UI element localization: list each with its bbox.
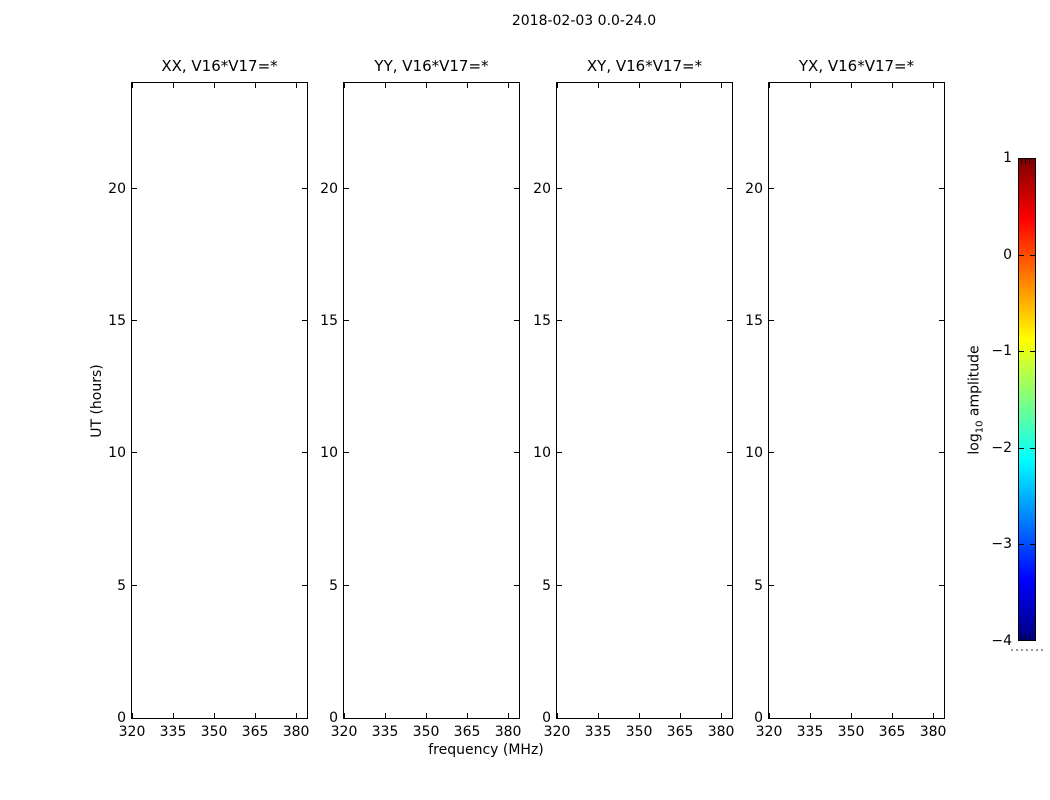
x-tick-mark (214, 713, 215, 718)
x-tick-mark (598, 83, 599, 88)
y-tick-mark (344, 320, 349, 321)
x-tick-label: 335 (159, 724, 187, 740)
x-tick-label: 335 (371, 724, 399, 740)
y-tick-label: 0 (117, 710, 126, 726)
y-tick-label: 10 (108, 445, 126, 462)
x-tick-mark (769, 83, 770, 88)
y-tick-label: 10 (533, 445, 551, 462)
x-tick-label: 380 (919, 724, 947, 740)
x-tick-mark (132, 713, 133, 718)
x-tick-mark (639, 713, 640, 718)
x-tick-label: 365 (666, 724, 694, 740)
y-tick-mark (557, 585, 562, 586)
x-tick-label: 365 (453, 724, 481, 740)
colorbar (991, 150, 1036, 649)
colorbar-top-hatch (1021, 159, 1033, 164)
y-tick-mark (344, 585, 349, 586)
colorbar-tick-label: −3 (991, 536, 1012, 553)
y-tick-mark (727, 452, 732, 453)
y-tick-label: 10 (745, 445, 763, 462)
y-tick-label: 20 (745, 180, 763, 197)
y-tick-mark (939, 452, 944, 453)
y-tick-mark (132, 188, 137, 189)
y-tick-mark (514, 320, 519, 321)
x-tick-mark (721, 83, 722, 88)
colorbar-tick-mark (1019, 544, 1024, 545)
colorbar-tick-label: −4 (991, 633, 1012, 649)
subplot-xy-plot-area (533, 82, 735, 740)
colorbar-bottom-hatch (1021, 635, 1033, 640)
subplot-yy-plot-area (320, 82, 522, 740)
x-tick-mark (851, 83, 852, 88)
y-tick-mark (939, 188, 944, 189)
x-tick-mark (810, 83, 811, 88)
y-tick-mark (302, 188, 307, 189)
x-tick-label: 350 (837, 724, 865, 740)
x-tick-mark (810, 713, 811, 718)
colorbar-tick-mark (1019, 351, 1024, 352)
subplot-xy (533, 57, 735, 740)
colorbar-tick-mark (1019, 255, 1024, 256)
x-tick-label: 320 (330, 724, 358, 740)
x-tick-mark (892, 713, 893, 718)
x-tick-label: 350 (412, 724, 440, 740)
x-tick-label: 365 (241, 724, 269, 740)
x-tick-label: 380 (282, 724, 310, 740)
y-tick-label: 15 (320, 313, 338, 330)
y-tick-mark (557, 188, 562, 189)
y-tick-mark (302, 452, 307, 453)
y-tick-mark (769, 452, 774, 453)
y-tick-label: 15 (108, 313, 126, 330)
x-tick-mark (467, 83, 468, 88)
figure-title: 2018-02-03 0.0-24.0 (511, 13, 657, 29)
x-tick-mark (173, 713, 174, 718)
x-tick-mark (721, 713, 722, 718)
colorbar-tick-label: −1 (991, 343, 1012, 360)
x-tick-mark (255, 713, 256, 718)
colorbar-tick-mark (1019, 448, 1024, 449)
x-tick-mark (508, 83, 509, 88)
x-axis-label: frequency (MHz) (428, 742, 544, 758)
colorbar-label-prefix: log (966, 433, 983, 455)
y-tick-mark (557, 320, 562, 321)
x-tick-mark (467, 713, 468, 718)
x-tick-mark (933, 713, 934, 718)
y-tick-label: 10 (320, 445, 338, 462)
x-tick-label: 350 (625, 724, 653, 740)
subplot-yx-plot-area (745, 82, 947, 740)
y-tick-label: 0 (329, 710, 338, 726)
y-tick-mark (769, 188, 774, 189)
y-tick-mark (132, 585, 137, 586)
colorbar-label-subscript: 10 (974, 420, 986, 434)
x-tick-mark (557, 83, 558, 88)
x-tick-label: 365 (878, 724, 906, 740)
y-tick-mark (514, 188, 519, 189)
y-tick-mark (344, 452, 349, 453)
subplot-yx-title: YX, V16*V17=* (798, 57, 915, 75)
y-tick-label: 0 (754, 710, 763, 726)
x-tick-mark (680, 83, 681, 88)
x-tick-mark (344, 83, 345, 88)
y-tick-mark (727, 585, 732, 586)
y-tick-mark (769, 320, 774, 321)
x-tick-label: 320 (118, 724, 146, 740)
y-tick-mark (514, 585, 519, 586)
x-tick-label: 320 (543, 724, 571, 740)
x-tick-label: 380 (707, 724, 735, 740)
colorbar-gradient (1018, 158, 1036, 641)
subplot-xx (108, 57, 310, 740)
y-tick-mark (727, 188, 732, 189)
subplot-xx-plot-area (108, 82, 310, 740)
subplot-xy-title: XY, V16*V17=* (586, 57, 703, 75)
x-tick-mark (255, 83, 256, 88)
x-tick-label: 335 (584, 724, 612, 740)
x-tick-mark (851, 713, 852, 718)
colorbar-label (967, 345, 986, 454)
y-tick-mark (302, 320, 307, 321)
y-axis-label: UT (hours) (89, 364, 105, 438)
colorbar-tick-label: 1 (1003, 150, 1012, 166)
x-tick-mark (214, 83, 215, 88)
y-tick-label: 5 (754, 577, 763, 594)
x-tick-mark (132, 83, 133, 88)
y-tick-label: 20 (108, 180, 126, 197)
x-tick-mark (508, 713, 509, 718)
x-tick-mark (385, 83, 386, 88)
x-tick-mark (296, 713, 297, 718)
y-tick-mark (132, 320, 137, 321)
y-tick-mark (132, 452, 137, 453)
subplot-xx-title: XX, V16*V17=* (161, 57, 278, 75)
x-tick-label: 320 (755, 724, 783, 740)
x-tick-mark (557, 713, 558, 718)
y-tick-label: 15 (533, 313, 551, 330)
y-tick-label: 0 (542, 710, 551, 726)
x-tick-mark (680, 713, 681, 718)
x-tick-mark (639, 83, 640, 88)
x-tick-mark (385, 713, 386, 718)
colorbar-tick-label: 0 (1003, 246, 1012, 263)
x-tick-mark (426, 83, 427, 88)
subplot-yy-title: YY, V16*V17=* (374, 57, 489, 75)
y-tick-label: 5 (329, 577, 338, 594)
x-tick-mark (769, 713, 770, 718)
x-tick-label: 380 (494, 724, 522, 740)
y-tick-label: 5 (542, 577, 551, 594)
x-tick-mark (173, 83, 174, 88)
y-tick-mark (302, 585, 307, 586)
colorbar-tick-label: −2 (991, 439, 1012, 456)
x-tick-mark (598, 713, 599, 718)
colorbar-tick-mark (1030, 448, 1035, 449)
colorbar-tick-mark (1030, 351, 1035, 352)
colorbar-tick-mark (1030, 544, 1035, 545)
y-tick-mark (727, 320, 732, 321)
subplot-yy (320, 57, 522, 740)
y-tick-mark (939, 320, 944, 321)
colorbar-label-suffix: amplitude (966, 345, 983, 421)
y-tick-mark (939, 585, 944, 586)
x-tick-label: 350 (200, 724, 228, 740)
x-tick-mark (892, 83, 893, 88)
x-tick-mark (933, 83, 934, 88)
y-tick-label: 5 (117, 577, 126, 594)
colorbar-underflow-dots (1011, 649, 1045, 651)
subplot-yx (745, 57, 947, 740)
colorbar-tick-mark (1030, 255, 1035, 256)
x-tick-mark (344, 713, 345, 718)
y-tick-mark (557, 452, 562, 453)
y-tick-label: 20 (533, 180, 551, 197)
x-tick-label: 335 (796, 724, 824, 740)
y-tick-mark (514, 452, 519, 453)
y-tick-mark (344, 188, 349, 189)
y-tick-label: 15 (745, 313, 763, 330)
x-tick-mark (296, 83, 297, 88)
x-tick-mark (426, 713, 427, 718)
y-tick-label: 20 (320, 180, 338, 197)
y-tick-mark (769, 585, 774, 586)
